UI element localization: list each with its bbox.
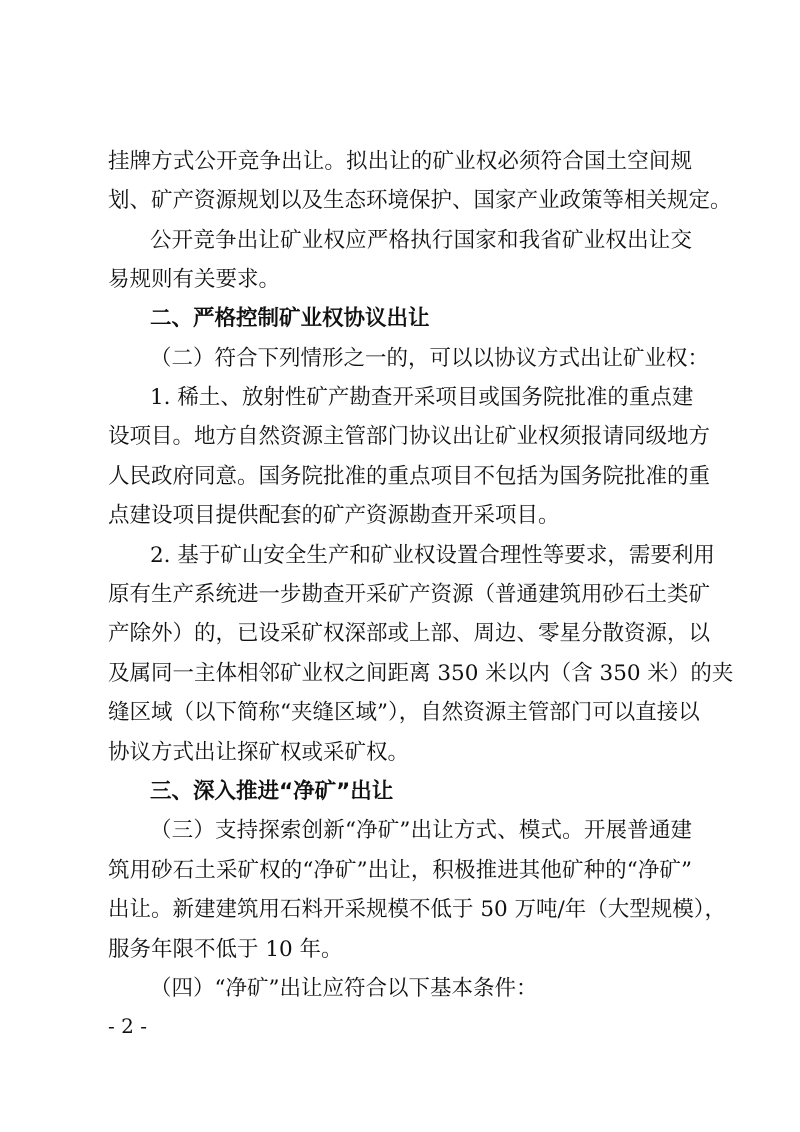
paragraph-line: 原有生产系统进一步勘查开采矿产资源（普通建筑用砂石土类矿: [108, 582, 711, 607]
paragraph-line: 点建设项目提供配套的矿产资源勘查开采项目。: [108, 503, 560, 528]
section-heading: 二、严格控制矿业权协议出让: [150, 306, 430, 331]
paragraph-line: 人民政府同意。国务院批准的重点项目不包括为国务院批准的重: [108, 464, 711, 489]
section-heading: 三、深入推进“净矿”出让: [150, 779, 394, 804]
paragraph-line: 易规则有关要求。: [108, 267, 281, 292]
paragraph-line: 2. 基于矿山安全生产和矿业权设置合理性等要求，需要利用: [150, 543, 715, 568]
paragraph-line: （四）“净矿”出让应符合以下基本条件：: [150, 976, 538, 1001]
paragraph-line: 及属同一主体相邻矿业权之间距离 350 米以内（含 350 米）的夹: [108, 661, 734, 686]
paragraph-line: 挂牌方式公开竞争出让。拟出让的矿业权必须符合国土空间规: [108, 149, 692, 174]
paragraph-line: 协议方式出让探矿权或采矿权。: [108, 740, 410, 765]
paragraph-line: 设项目。地方自然资源主管部门协议出让矿业权须报请同级地方: [108, 424, 711, 449]
paragraph-line: 1. 稀土、放射性矿产勘查开采项目或国务院批准的重点建: [150, 385, 694, 410]
paragraph-line: 筑用砂石土采矿权的“净矿”出让，积极推进其他矿种的“净矿”: [108, 858, 692, 883]
paragraph-line: 公开竞争出让矿业权应严格执行国家和我省矿业权出让交: [150, 228, 692, 253]
page-number: - 2 -: [108, 1014, 147, 1038]
paragraph-line: 出让。新建建筑用石料开采规模不低于 50 万吨/年（大型规模），: [108, 897, 727, 922]
paragraph-line: （三）支持探索创新“净矿”出让方式、模式。开展普通建: [150, 818, 692, 843]
paragraph-line: 产除外）的，已设采矿权深部或上部、周边、零星分散资源，以: [108, 621, 711, 646]
paragraph-line: 划、矿产资源规划以及生态环境保护、国家产业政策等相关规定。: [108, 188, 732, 213]
paragraph-line: 服务年限不低于 10 年。: [108, 937, 343, 962]
paragraph-line: （二）符合下列情形之一的，可以以协议方式出让矿业权：: [150, 346, 710, 371]
paragraph-line: 缝区域（以下简称“夹缝区域”），自然资源主管部门可以直接以: [108, 700, 700, 725]
